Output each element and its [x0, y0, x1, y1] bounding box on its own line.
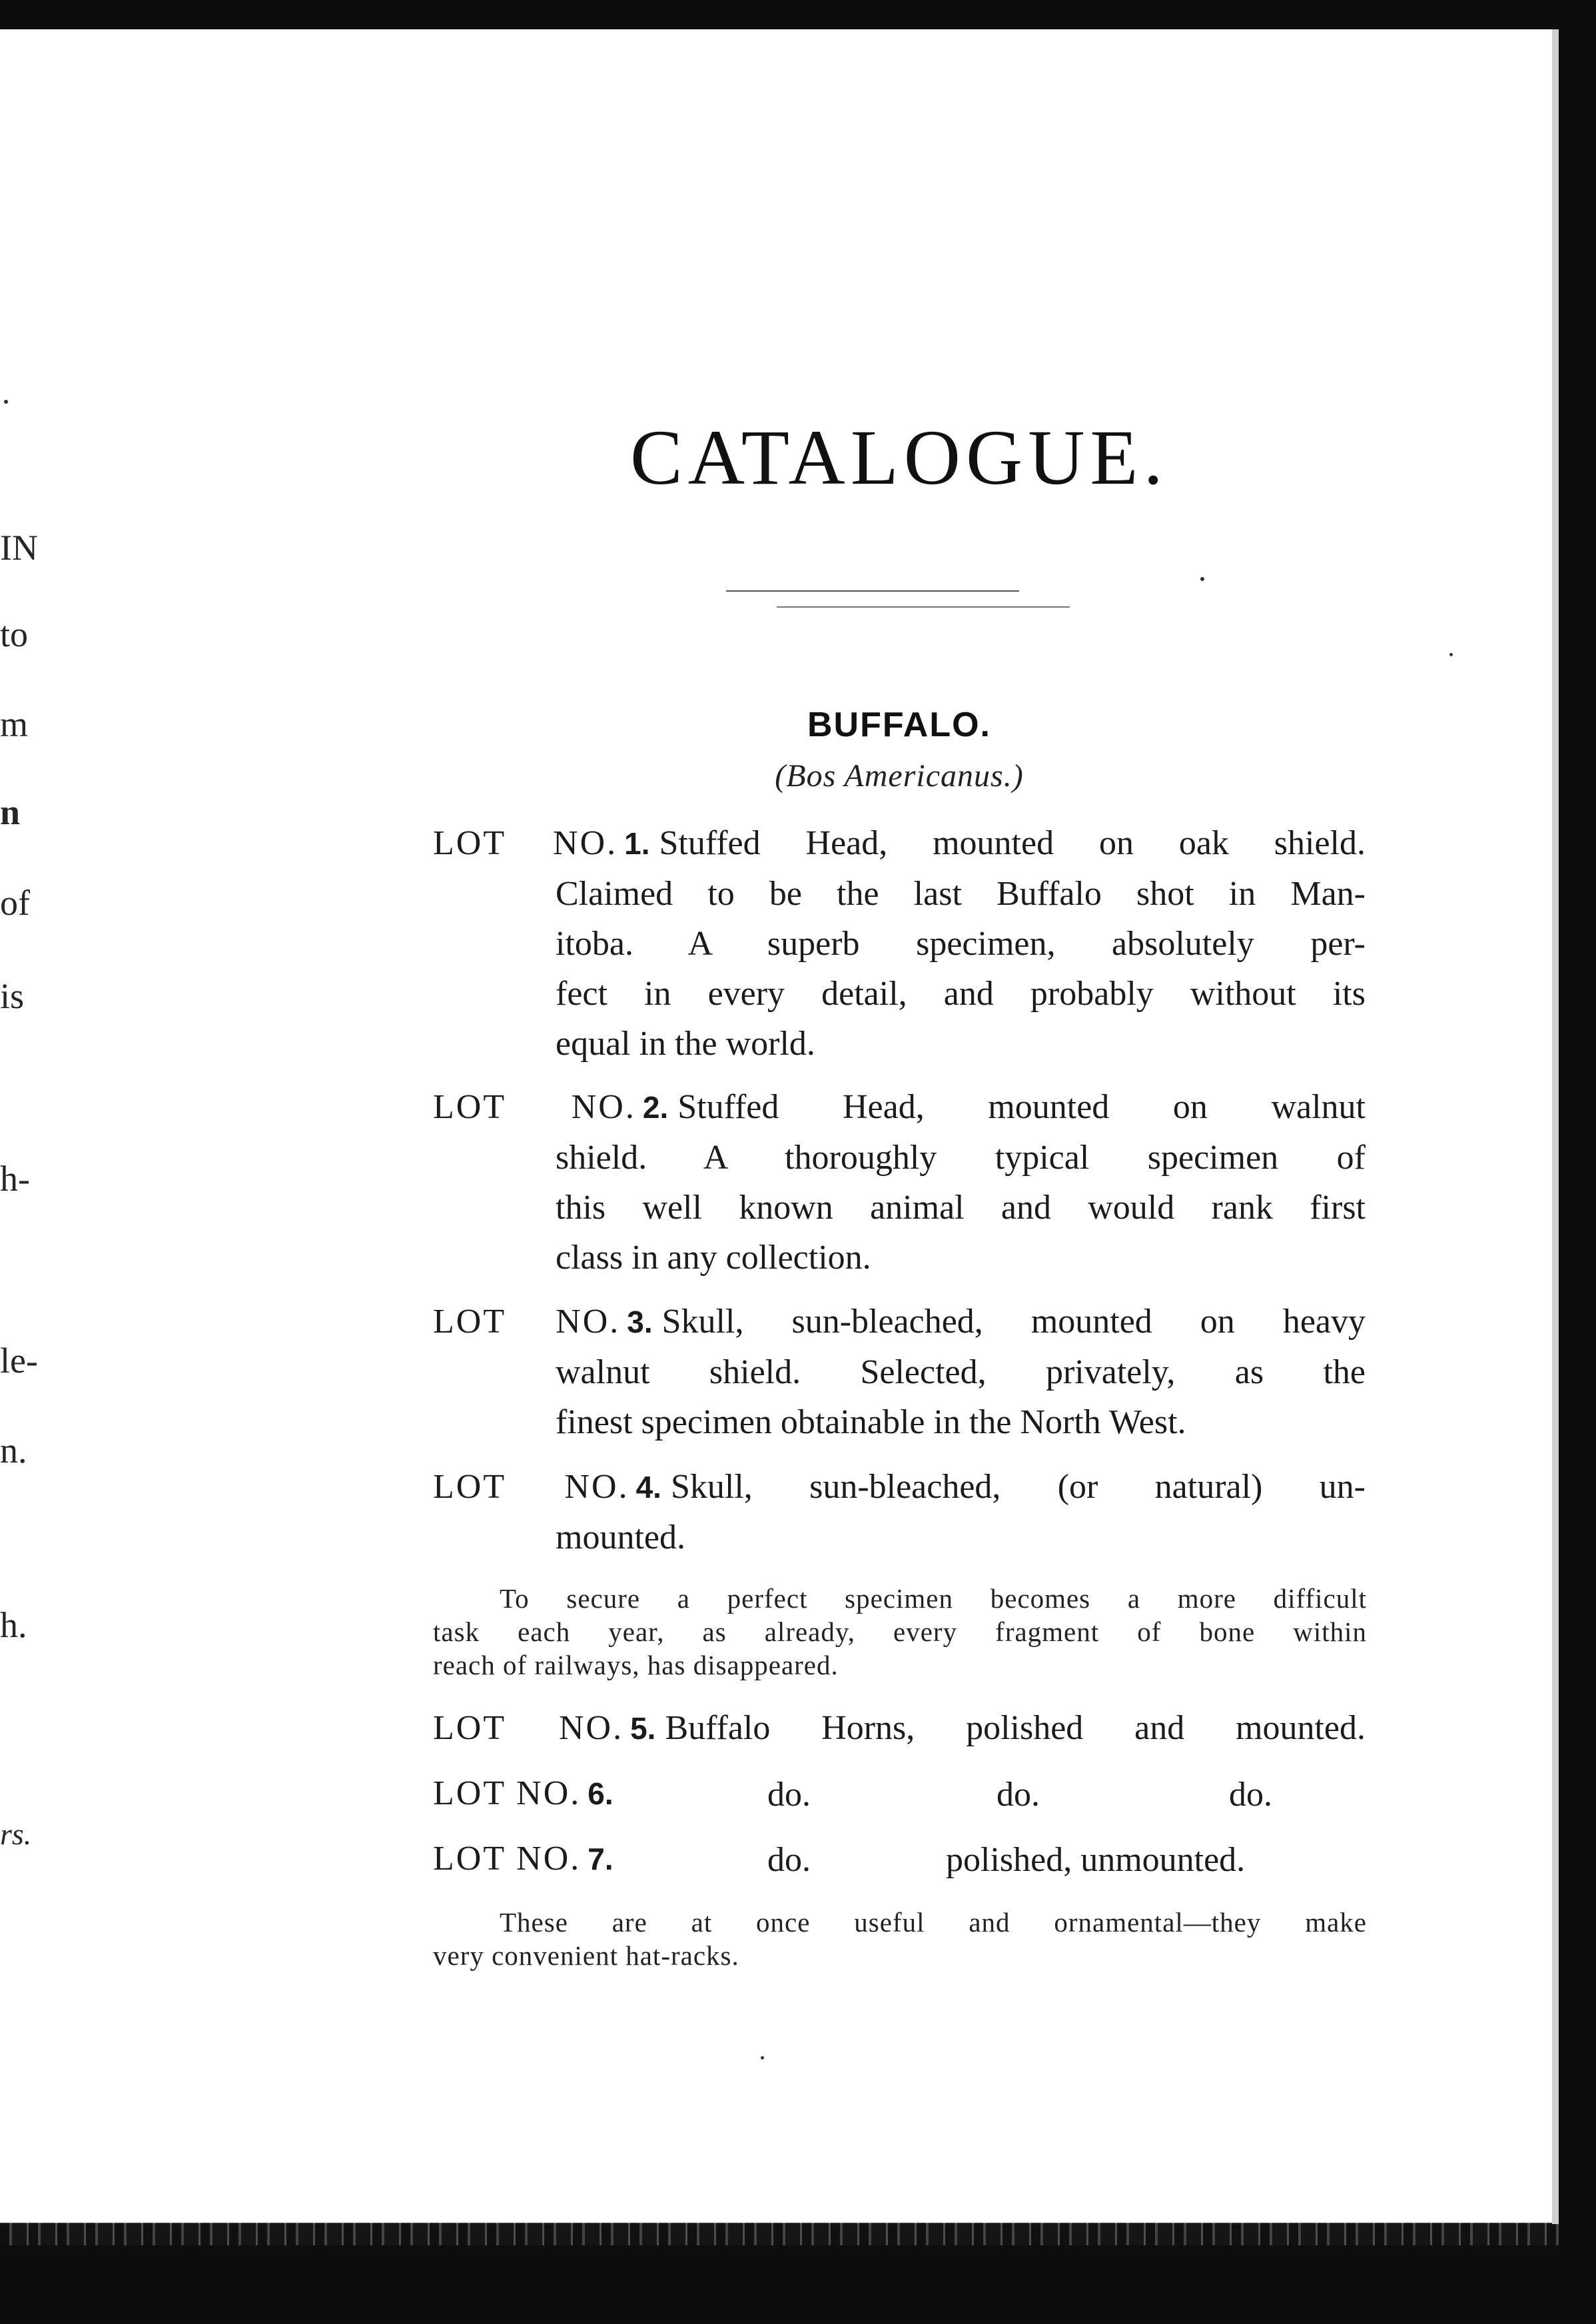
- lot-number: 5.: [630, 1711, 656, 1746]
- lot-label: LOT NO.: [433, 1840, 582, 1878]
- note-line: reach of railways, has disappeared.: [433, 1650, 839, 1680]
- note-paragraph: [433, 1906, 1367, 1972]
- margin-fragment: n: [0, 792, 21, 832]
- margin-fragment: to: [0, 614, 29, 654]
- lot-text: this well known animal and would rank first: [556, 1189, 1366, 1227]
- lot-text: finest specimen obtainable in the North West.: [556, 1403, 1186, 1441]
- lot-entry: [433, 1703, 1366, 1754]
- decorative-rule: [726, 590, 1019, 592]
- scan-border-right: [1559, 0, 1596, 2324]
- lot-number: 6.: [588, 1776, 613, 1811]
- lot-label: LOT NO.: [433, 1774, 582, 1812]
- margin-fragment: is: [0, 976, 25, 1016]
- lot-label: LOT NO.: [433, 1709, 624, 1747]
- lot-text: Stuffed Head, mounted on walnut: [677, 1088, 1366, 1126]
- scan-border-top: [0, 0, 1596, 29]
- lot-entry: [433, 818, 1366, 1069]
- ditto-column: do.: [1229, 1776, 1272, 1814]
- margin-fragment: of: [0, 883, 30, 923]
- ink-speck: [4, 400, 8, 404]
- margin-fragment: h-: [0, 1159, 30, 1199]
- lot-number: 4.: [635, 1470, 661, 1504]
- note-line: These are at once useful and ornamental—they make: [500, 1907, 1367, 1938]
- lot-number: 2.: [642, 1090, 669, 1125]
- margin-fragment: rs.: [0, 1817, 32, 1851]
- lot-number: 7.: [588, 1842, 613, 1876]
- lot-text: Stuffed Head, mounted on oak shield.: [659, 824, 1366, 862]
- ditto-column: polished, unmounted.: [946, 1841, 1246, 1879]
- lot-entry: [433, 1768, 1366, 1819]
- ink-speck: [761, 2056, 764, 2059]
- lot-text: Skull, sun-bleached, (or natural) un-: [670, 1468, 1366, 1506]
- lot-text: class in any collection.: [556, 1239, 871, 1277]
- page-edge-shadow: [1552, 29, 1559, 2224]
- margin-fragment: le-: [0, 1341, 38, 1381]
- note-line: very convenient hat-racks.: [433, 1940, 739, 1971]
- lot-text: Buffalo Horns, polished and mounted.: [665, 1709, 1366, 1747]
- ink-speck: [1449, 653, 1453, 656]
- lot-text: mounted.: [556, 1518, 685, 1556]
- lot-entry: [433, 1297, 1366, 1447]
- scan-border-grain: [0, 2223, 1559, 2245]
- lot-text: Claimed to be the last Buffalo shot in Man-: [556, 875, 1366, 913]
- lot-text: itoba. A superb specimen, absolutely per-: [556, 925, 1366, 963]
- lot-number: 3.: [627, 1305, 653, 1339]
- lot-text: equal in the world.: [556, 1025, 815, 1063]
- margin-fragment: IN: [0, 528, 38, 568]
- page-title: CATALOGUE.: [630, 414, 1168, 501]
- lot-text: Skull, sun-bleached, mounted on heavy: [661, 1303, 1366, 1341]
- lot-text: shield. A thoroughly typical specimen of: [556, 1139, 1366, 1177]
- note-paragraph: [433, 1582, 1367, 1682]
- ink-speck: [1200, 577, 1204, 581]
- margin-fragment: h.: [0, 1605, 27, 1645]
- note-line: To secure a perfect specimen becomes a more difficult: [500, 1583, 1367, 1614]
- lot-entry: [433, 1082, 1366, 1283]
- lot-text: walnut shield. Selected, privately, as the: [556, 1353, 1366, 1391]
- lot-label: LOT NO.: [433, 824, 618, 862]
- lot-number: 1.: [624, 826, 650, 861]
- lot-label: LOT NO.: [433, 1468, 629, 1506]
- note-line: task each year, as already, every fragment of bone within: [433, 1616, 1367, 1647]
- lot-text: fect in every detail, and probably without its: [556, 975, 1366, 1013]
- margin-fragment: m: [0, 704, 29, 744]
- lot-label: LOT NO.: [433, 1088, 636, 1126]
- ditto-column: do.: [997, 1776, 1040, 1814]
- section-latin-name: (Bos Americanus.): [775, 758, 1024, 794]
- decorative-rule: [777, 606, 1070, 608]
- ditto-column: do.: [767, 1841, 811, 1879]
- lot-label: LOT NO.: [433, 1303, 621, 1341]
- lot-entry: [433, 1462, 1366, 1562]
- margin-fragment: n.: [0, 1431, 27, 1470]
- section-heading: BUFFALO.: [807, 706, 991, 744]
- ditto-column: do.: [767, 1776, 811, 1814]
